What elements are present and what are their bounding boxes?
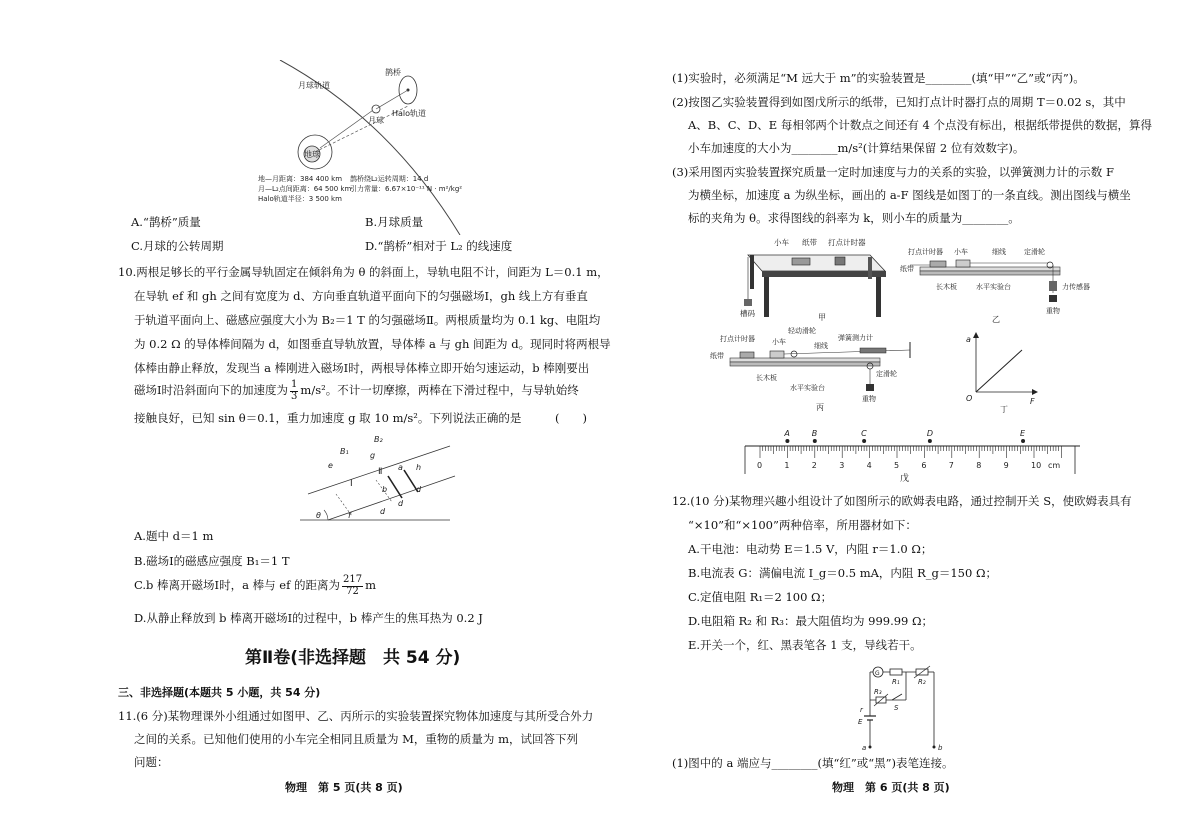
yi-label-timer: 打点计时器 [908,248,943,256]
q12-option-b: B.电流表 G：满偏电流 I_g＝0.5 mA，内阻 R_g＝150 Ω； [688,566,997,580]
q10-answer-bracket: ( ) [555,411,587,425]
q10-line-7: 接触良好，已知 sin θ＝0.1，重力加速度 g 取 10 m/s²。下列说法正确的是 [134,411,522,425]
bing-label-pulley-light: 轻动滑轮 [788,327,816,335]
rails-label-b: b [382,485,388,494]
label-moon: 月球 [368,116,384,125]
orbit-info-4: 鹊桥绕L₂运转周期：14 d [350,175,429,183]
q10-line-5: 体棒由静止释放，发现当 a 棒刚进入磁场Ⅰ时，两根导体棒立即开始匀速运动，b 棒刚要出 [134,361,590,375]
tape-point [813,439,817,443]
q10-line-1: 10.两根足够长的平行金属导轨固定在倾斜角为 θ 的斜面上，导轨电阻不计，间距为 L＝0.1 m， [118,265,609,279]
yi-label-board: 长木板 [936,283,957,291]
fig-ding [960,330,1040,414]
ruler-tick-label: 0 [757,461,763,470]
bing-name: 丙 [816,403,824,412]
fraction-217-72: $\frac{217}{72}$ [343,574,363,597]
ruler-tick-label: 4 [866,461,872,470]
q10-option-c: C.b 棒离开磁场Ⅰ时，a 棒与 ef 的距离为 $\frac{217}{72}$ m [134,574,376,597]
yi-label-string: 细线 [992,248,1006,256]
ruler-tick-label: 8 [976,461,982,470]
ruler-tick-label: 7 [948,461,954,470]
ding-label-o: O [966,394,973,403]
q11-part1: (1)实验时，必须满足“M 远大于 m”的实验装置是________(填“甲”“乙”或“丙”)。 [672,71,1085,85]
q12-part1: (1)图中的 a 端应与________(填“红”或“黑”)表笔连接。 [672,756,954,770]
ding-name: 丁 [1000,405,1008,414]
tape-point [928,439,932,443]
q12-option-c: C.定值电阻 R₁＝2 100 Ω； [688,590,833,604]
rails-label-b2: B₂ [374,435,383,444]
yi-label-car: 小车 [954,248,968,256]
rails-label-d2: d [398,499,404,508]
circuit-figure [850,660,950,752]
rails-label-e: e [328,461,333,470]
circuit-label-r3: R₃ [874,688,882,696]
rails-label-theta: θ [316,511,321,520]
ruler-tick-label: 10 [1031,461,1042,470]
fig-jia [740,233,890,323]
ruler-unit: cm [1048,461,1061,470]
q10-option-b: B.磁场Ⅰ的磁感应强度 B₁＝1 T [134,554,290,568]
q12-option-a: A.干电池：电动势 E＝1.5 V，内阻 r＝1.0 Ω； [688,542,933,556]
bing-label-weight: 重物 [862,395,876,403]
right-footer: 物理 第 6 页(共 8 页) [832,781,950,794]
right-page [600,0,1200,838]
fraction-one-third: $\frac{1}{3}$ [291,379,298,402]
q9-option-c: C.月球的公转周期 [131,239,224,253]
rails-label-f: f [348,511,351,520]
q9-option-a: A.“鹊桥”质量 [131,215,201,229]
fig-yi [900,243,1110,323]
circuit-label-r2: R₂ [918,678,926,686]
wu-name: 戊 [900,474,910,484]
ruler-tick-label: 3 [839,461,845,470]
tape-point [862,439,866,443]
q10-option-d: D.从静止释放到 b 棒离开磁场Ⅰ的过程中，b 棒产生的焦耳热为 0.2 J [134,611,483,625]
yi-label-tape: 纸带 [900,265,914,273]
circuit-label-s: S [894,704,899,712]
circuit-label-b: b [938,744,943,752]
label-earth: 地球 [304,150,320,159]
ding-label-f: F [1030,397,1035,406]
q12-line-1: 12.(10 分)某物理兴趣小组设计了如图所示的欧姆表电路，通过控制开关 S，使欧姆表具有 [672,494,1132,508]
orbit-info-5: 引力常量：6.67×10⁻¹¹ N · m²/kg² [350,185,463,193]
q12-option-e: E.开关一个，红、黑表笔各 1 支，导线若干。 [688,638,922,652]
q11-line-2: 之间的关系。已知他们使用的小车完全相同且质量为 M，重物的质量为 m，试回答下列 [134,732,578,746]
bing-label-board: 长木板 [756,374,777,382]
bing-label-pulley-fixed: 定滑轮 [876,370,897,378]
q12-option-d: D.电阻箱 R₂ 和 R₃：最大阻值均为 999.99 Ω； [688,614,934,628]
label-halo: Halo轨道 [392,109,427,118]
q10-option-a: A.题中 d＝1 m [134,529,214,543]
q11-part2-line3: 小车加速度的大小为________m/s²(计算结果保留 2 位有效数字)。 [688,141,1025,155]
ruler-tick-label: 9 [1003,461,1009,470]
q10-line-3: 于轨道平面向上、磁感应强度大小为 B₂＝1 T 的匀强磁场Ⅱ。两根质量均为 0.1 kg、电阻均 [134,313,601,327]
yi-label-table: 水平实验台 [976,283,1011,291]
q10-line-2: 在导轨 ef 和 gh 之间有宽度为 d、方向垂直轨道平面向下的匀强磁场Ⅰ，gh 线上方有垂直 [134,289,588,303]
rails-label-d1: d [380,507,386,516]
rails-figure [290,432,460,524]
q10-line-6: 磁场Ⅰ时沿斜面向下的加速度为 $\frac{1}{3}$ m/s²。不计一切摩擦，两棒在下滑过程中，与导轨始终 [134,379,579,402]
rails-label-g: g [370,451,376,460]
jia-label-tape: 纸带 [802,238,817,247]
orbit-info-1: 地—月距离：384 400 km [258,175,343,183]
ding-label-a: a [966,335,971,344]
bing-label-table: 水平实验台 [790,384,825,392]
q11-part2-line1: (2)按图乙实验装置得到如图戊所示的纸带，已知打点计时器打点的周期 T＝0.02 s，其中 [672,95,1126,109]
rails-label-d3: d [416,485,422,494]
tape-point-label: D [926,429,934,438]
orbit-info-2: 月—L₂点间距离：64 500 km [258,185,352,193]
ruler-tick-label: 5 [894,461,900,470]
orbit-figure [240,60,500,235]
q10-line-4: 为 0.2 Ω 的导体棒间隔为 d，如图垂直导轨放置，导体棒 a 与 gh 间距为 d。现同时将两根导 [134,337,611,351]
rails-label-region2: Ⅱ [378,467,383,477]
ruler-tick-label: 2 [811,461,817,470]
jia-label-timer: 打点计时器 [828,238,866,247]
bing-label-spring: 弹簧测力计 [838,334,873,342]
rails-label-h: h [416,463,422,472]
tape-point-label: E [1020,429,1026,438]
yi-label-sensor: 力传感器 [1062,283,1090,291]
yi-label-weight: 重物 [1046,307,1060,315]
orbit-info-3: Halo轨道半径：3 500 km [258,195,342,203]
q11-line-3: 问题： [134,755,169,769]
jia-label-weight: 槽码 [740,309,755,318]
section-subtitle: 三、非选择题(本题共 5 小题，共 54 分) [118,686,321,699]
bing-label-string: 细线 [814,342,828,350]
q11-part3-line1: (3)采用图丙实验装置探究质量一定时加速度与力的关系的实验，以弹簧测力计的示数 F [672,165,1114,179]
circuit-label-a: a [862,744,867,752]
yi-label-pulley: 定滑轮 [1024,248,1045,256]
fig-bing [710,322,930,414]
tape-point-label: C [861,429,867,438]
fig-wu-ruler [740,418,1080,490]
bing-label-car: 小车 [772,338,786,346]
ruler-tick-label: 1 [784,461,790,470]
jia-name: 甲 [818,313,826,322]
rails-label-a: a [398,463,403,472]
circuit-label-r: r [860,706,863,714]
bing-label-tape: 纸带 [710,352,724,360]
circuit-label-e: E [858,718,863,726]
circuit-label-g: G [875,670,880,677]
q9-option-d: D.“鹊桥”相对于 L₂ 的线速度 [365,239,513,253]
left-footer: 物理 第 5 页(共 8 页) [285,781,403,794]
rails-label-region1: Ⅰ [350,479,353,489]
ruler-tick-label: 6 [921,461,927,470]
tape-point [785,439,789,443]
q11-part2-line2: A、B、C、D、E 每相邻两个计数点之间还有 4 个点没有标出，根据纸带提供的数据，算得 [688,118,1152,132]
label-queqiao: 鹊桥 [385,68,401,77]
label-moon-orbit: 月球轨道 [298,81,330,90]
circuit-label-r1: R₁ [892,678,900,686]
q12-line-2: “×10”和“×100”两种倍率，所用器材如下： [688,518,917,532]
rails-label-b1: B₁ [340,447,349,456]
q11-part3-line2: 为横坐标，加速度 a 为纵坐标，画出的 a-F 图线是如图丁的一条直线。测出图线与横坐 [688,188,1131,202]
section-title: 第Ⅱ卷(非选择题 共 54 分) [245,648,461,668]
yi-name: 乙 [992,315,1000,323]
jia-label-car: 小车 [774,238,789,247]
bing-label-timer: 打点计时器 [720,335,755,343]
tape-point-label: A [784,429,790,438]
q9-option-b: B.月球质量 [365,215,424,229]
tape-point-label: B [811,429,818,438]
q11-part3-line3: 标的夹角为 θ。求得图线的斜率为 k，则小车的质量为________。 [688,211,1020,225]
tape-point [1021,439,1025,443]
q11-line-1: 11.(6 分)某物理课外小组通过如图甲、乙、丙所示的实验装置探究物体加速度与其所受合外力 [118,709,594,723]
